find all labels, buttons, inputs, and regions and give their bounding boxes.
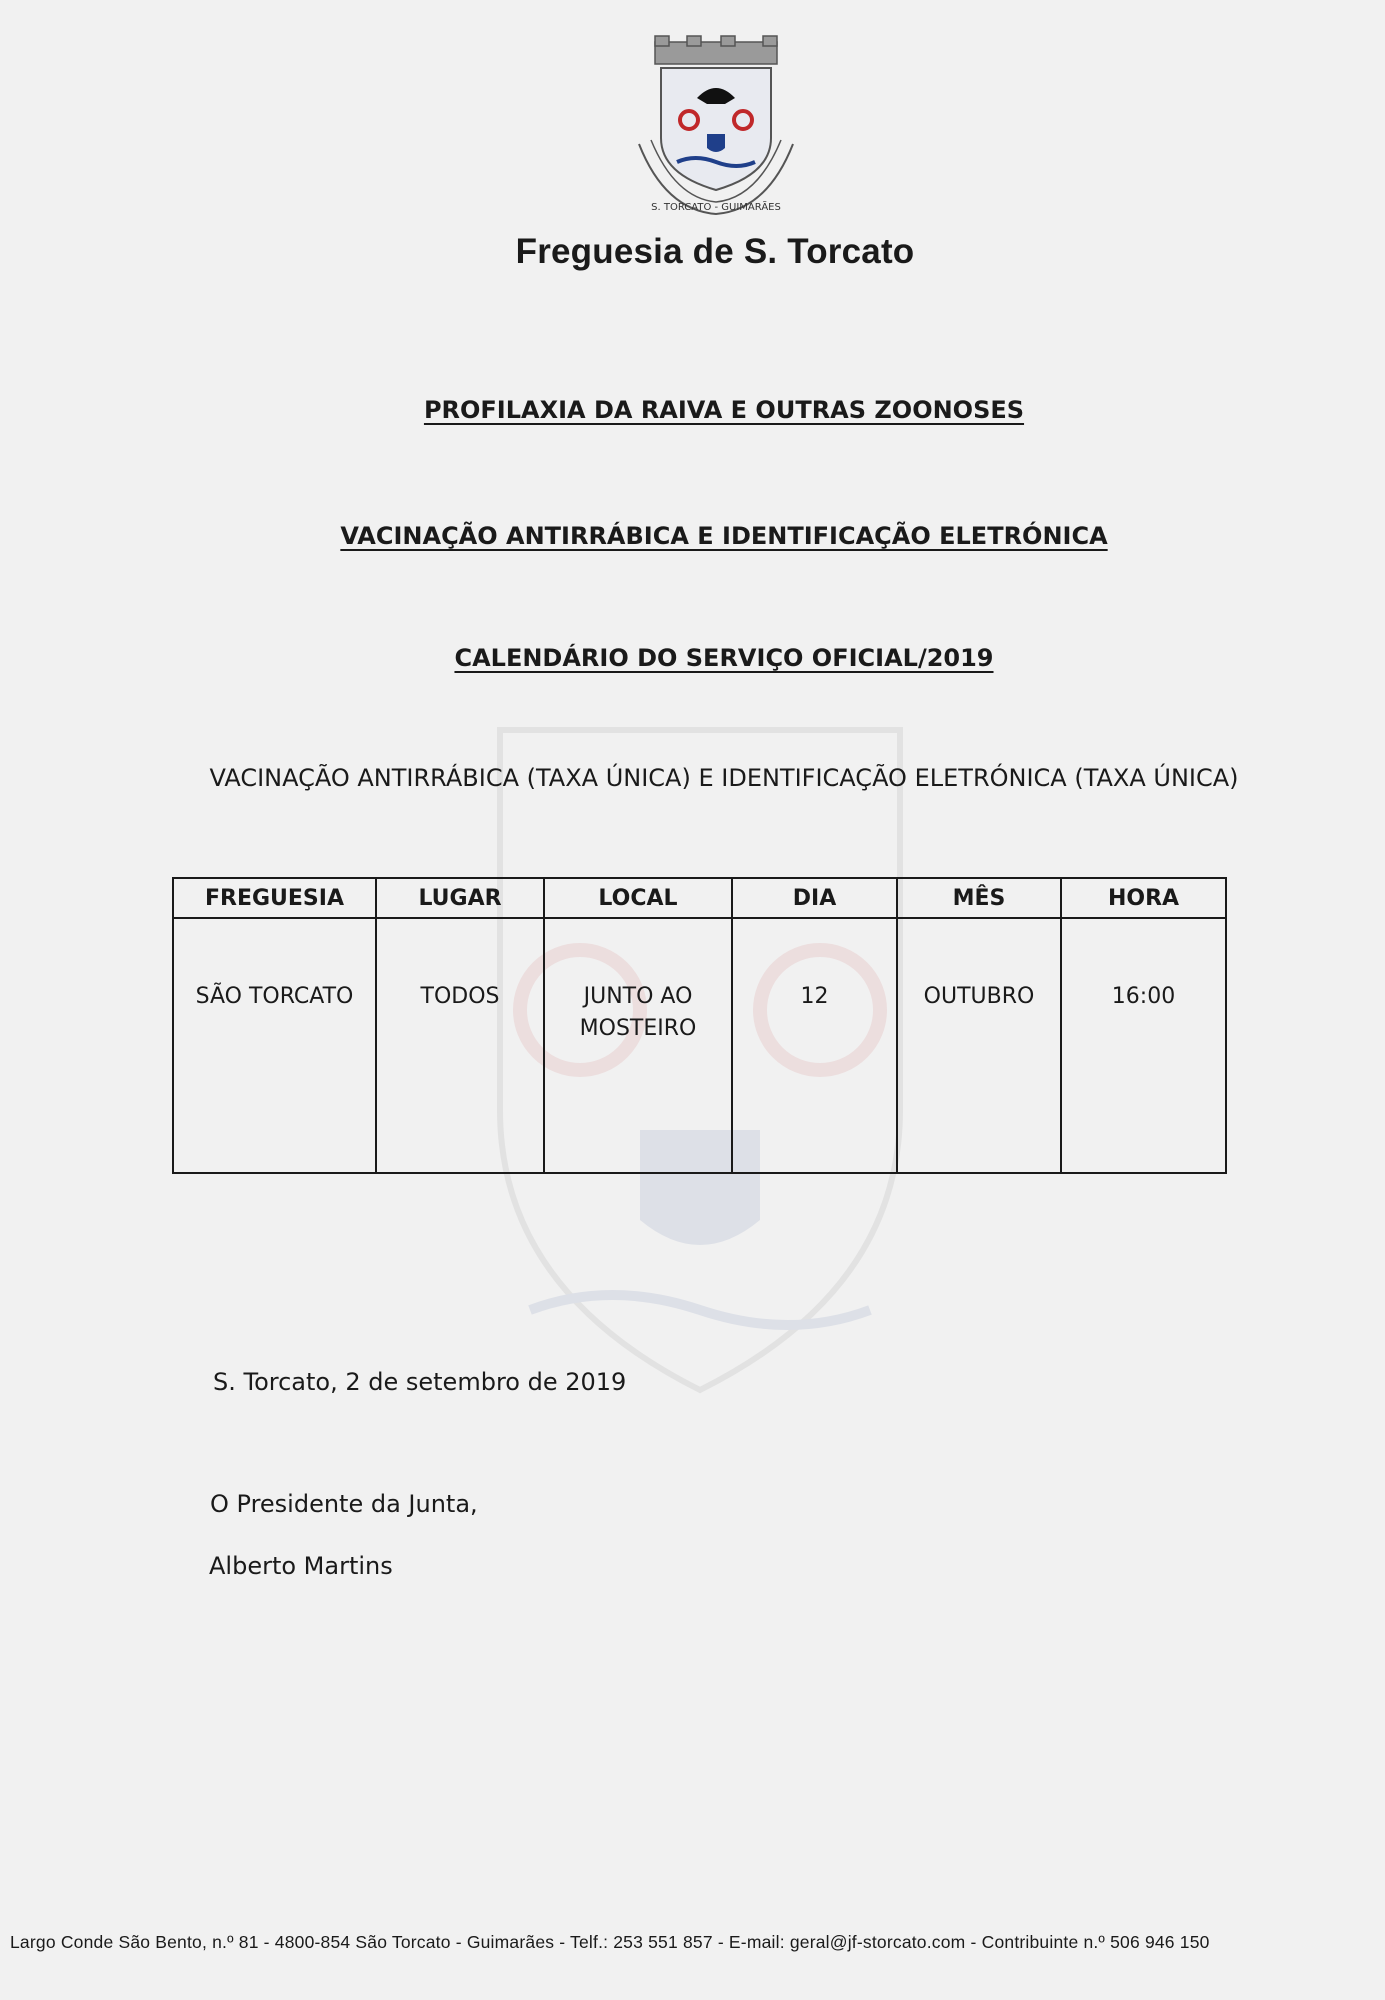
signatory-role: O Presidente da Junta, — [210, 1490, 478, 1518]
crest-motto: S. TORCATO - GUIMARÃES — [651, 202, 781, 213]
cell-mes: OUTUBRO — [897, 918, 1061, 1173]
table-row — [173, 918, 1226, 1173]
organization-name: Freguesia de S. Torcato — [515, 232, 915, 271]
cell-freguesia: SÃO TORCATO — [173, 918, 376, 1173]
column-header-mes: MÊS — [897, 878, 1061, 918]
column-header-lugar: LUGAR — [376, 878, 544, 918]
signatory-name: Alberto Martins — [209, 1552, 393, 1580]
place-and-date: S. Torcato, 2 de setembro de 2019 — [213, 1368, 627, 1396]
column-header-hora: HORA — [1061, 878, 1226, 918]
column-header-local: LOCAL — [544, 878, 732, 918]
cell-hora: 16:00 — [1061, 918, 1226, 1173]
heading-vaccination: VACINAÇÃO ANTIRRÁBICA E IDENTIFICAÇÃO ELETRÓNICA — [340, 522, 1108, 550]
column-header-dia: DIA — [732, 878, 897, 918]
schedule-table — [172, 877, 1227, 1174]
schedule-subtitle: VACINAÇÃO ANTIRRÁBICA (TAXA ÚNICA) E IDENTIFICAÇÃO ELETRÓNICA (TAXA ÚNICA) — [209, 764, 1239, 792]
cell-dia: 12 — [732, 918, 897, 1173]
cell-lugar: TODOS — [376, 918, 544, 1173]
heading-calendar: CALENDÁRIO DO SERVIÇO OFICIAL/2019 — [454, 644, 994, 672]
heading-rabies-prophylaxis: PROFILAXIA DA RAIVA E OUTRAS ZOONOSES — [423, 396, 1025, 424]
table-header-row — [173, 878, 1226, 918]
coat-of-arms-icon — [625, 34, 807, 224]
footer-contact: Largo Conde São Bento, n.º 81 - 4800-854 São Torcato - Guimarães - Telf.: 253 551 857 - E-mail: geral@jf-storcato.com - Contribuinte n.º 506 946 150 — [10, 1932, 1210, 1952]
column-header-freguesia: FREGUESIA — [173, 878, 376, 918]
cell-local: JUNTO AO MOSTEIRO — [544, 918, 732, 1173]
